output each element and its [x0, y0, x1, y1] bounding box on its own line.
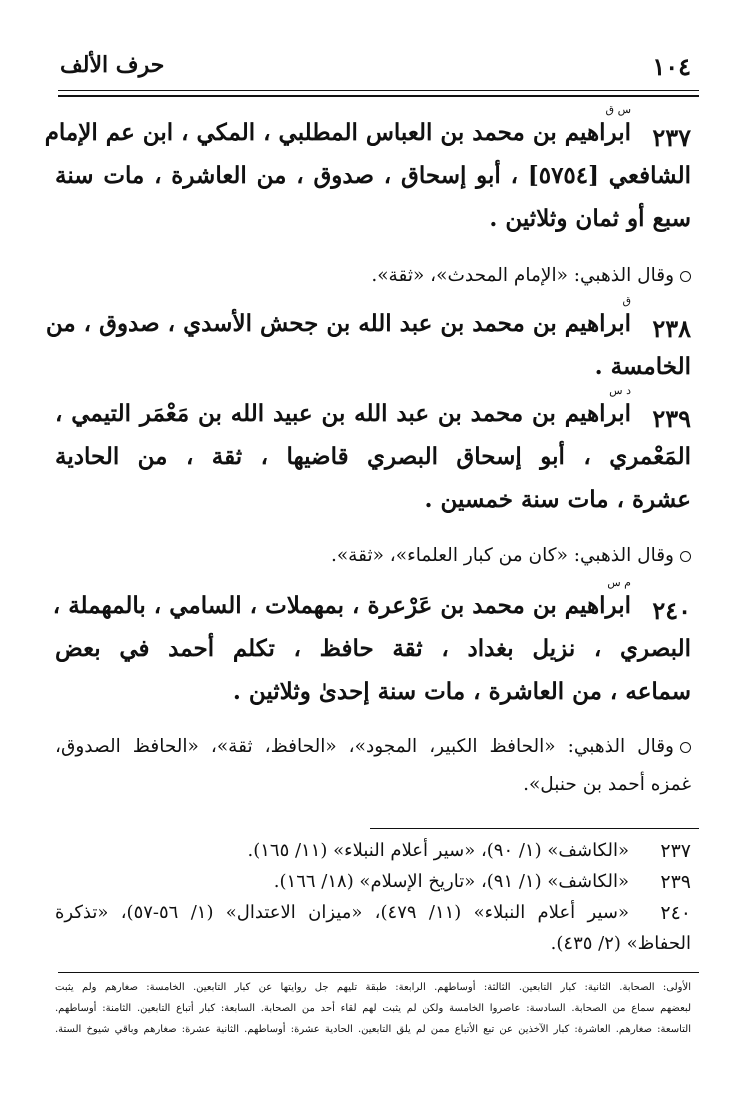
dhahabi-note [371, 265, 691, 286]
footnote-text: الحفاظ» (٢/ ٤٣٥). [550, 933, 691, 954]
bullet-circle-icon [680, 271, 691, 282]
footnote-number: ٢٣٩ [660, 871, 691, 893]
footnote-number: ٢٣٧ [660, 840, 691, 862]
entry-line: ابراهيم بن محمد بن عبد الله بن عبيد الله بن مَعْمَر التيمي ، [55, 400, 631, 427]
legend-line: التاسعة: صغارهم. العاشرة: كبار الآخذين عن تبع الأتباع ممن لم يلق التابعين. الحادية عشرة: أوساطهم. الثانية عشرة: صغارهم وباقي شيوخ الستة. [55, 1024, 691, 1035]
entry-line: سبع أو ثمان وثلاثين . [489, 205, 691, 232]
entry-line: سماعه ، من العاشرة ، مات سنة إحدىٰ وثلاثين . [232, 678, 691, 705]
entry-number: ٢٣٧ [652, 123, 691, 152]
footnote-text: «سير أعلام النبلاء» (١١/ ٤٧٩)، «ميزان الاعتدال» (١/ ٥٦-٥٧)، «تذكرة [55, 902, 629, 923]
legend-line: الأولى: الصحابة. الثانية: كبار التابعين. الثالثة: أوساطهم. الرابعة: طبقة تليهم جل روايتها عن كبار التابعين. الخامسة: صغارهم ولم يثبت [55, 982, 691, 993]
bullet-circle-icon [680, 551, 691, 562]
dhahabi-text: وقال الذهبي: «الإمام المحدث»، «ثقة». [371, 265, 674, 286]
entry-line: ابراهيم بن محمد بن عَرْعرة ، بمهملات ، السامي ، بالمهملة ، [52, 592, 631, 619]
dhahabi-text: وقال الذهبي: «الحافظ الكبير، المجود»، «الحافظ، ثقة»، «الحافظ الصدوق، [55, 736, 674, 757]
entry-number: ٢٤٠ [652, 596, 691, 625]
legend-rule [58, 972, 699, 973]
footnote-text: «الكاشف» (١/ ٩١)، «تاريخ الإسلام» (١٨/ ١٦٦). [273, 871, 629, 892]
entry-line: ابراهيم بن محمد بن عبد الله بن جحش الأسدي ، صدوق ، من [45, 310, 631, 337]
page-number: ١٠٤ [652, 52, 691, 81]
footnote-text: «الكاشف» (١/ ٩٠)، «سير أعلام النبلاء» (١١/ ١٦٥). [247, 840, 629, 861]
entry-line: المَعْمري ، أبو إسحاق البصري قاضيها ، ثقة ، من الحادية [55, 443, 691, 470]
header-rule-bottom [58, 95, 699, 97]
footnote-separator [370, 828, 699, 829]
entry-line: البصري ، نزيل بغداد ، ثقة حافظ ، تكلم أحمد في بعض [55, 635, 691, 662]
dhahabi-note [55, 736, 691, 757]
legend-line: لبعضهم سماع من الصحابة. السادسة: عاصروا الخامسة ولكن لم يثبت لهم لقاء أحد من الصحابة. السابعة: كبار أتباع التابعين. الثامنة: أوساطهم. [55, 1003, 691, 1014]
entry-line: ابراهيم بن محمد بن العباس المطلبي ، المكي ، ابن عم الإمام [44, 119, 631, 146]
dhahabi-text: غمزه أحمد بن حنبل». [523, 774, 691, 795]
entry-number: ٢٣٩ [652, 404, 691, 433]
entry-mark: د س [609, 384, 631, 397]
entry-line: الشافعي [٥٧٥٤] ، أبو إسحاق ، صدوق ، من العاشرة ، مات سنة [55, 162, 691, 189]
entry-line: الخامسة . [594, 353, 691, 380]
dhahabi-text: وقال الذهبي: «كان من كبار العلماء»، «ثقة». [330, 545, 674, 566]
entry-number: ٢٣٨ [652, 314, 691, 343]
running-title: حرف الألف [60, 52, 165, 78]
footnote-number: ٢٤٠ [660, 902, 691, 924]
dhahabi-note [331, 545, 691, 566]
entry-line: عشرة ، مات سنة خمسين . [424, 486, 691, 513]
header-rule-top [58, 90, 699, 91]
entry-mark: ق [622, 294, 631, 307]
entry-mark: م س [607, 576, 631, 589]
bullet-circle-icon [680, 742, 691, 753]
entry-mark: س ق [605, 103, 631, 116]
